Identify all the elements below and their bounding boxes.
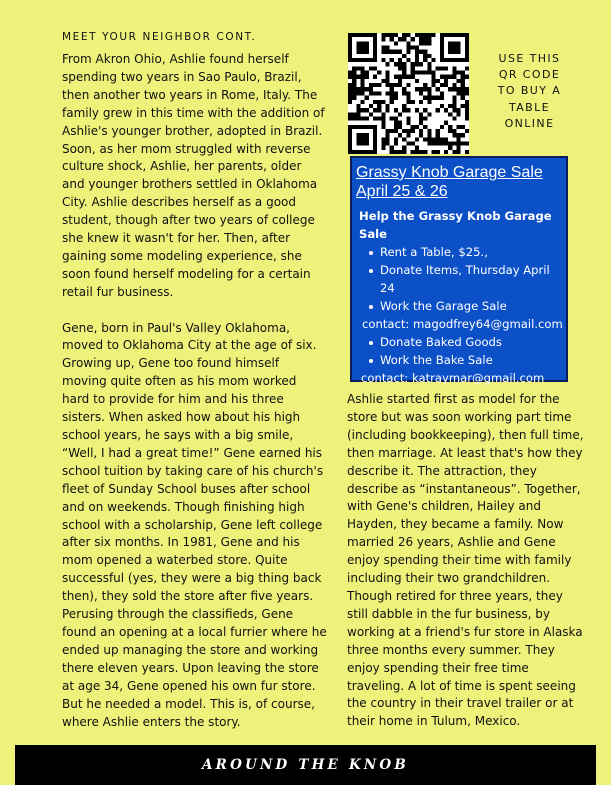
- paragraph-ashlie-background: From Akron Ohio, Ashlie found herself spending two years in Sao Paulo, Brazil, then another two years in Rome, Italy. The family grew in this time with the addition of Ashlie's younger brother, adopted in Brazil. Soon, as her mom struggled with reverse culture shock, Ashlie, her parents, older and younger brothers settled in Oklahoma City. Ashlie describes herself as a good student, though after two years of college she knew it wasn't for her. Then, after gaining some modeling experience, she soon found herself modeling for a certain retail fur business.: [62, 52, 325, 299]
- list-item: Work the Bake Sale: [380, 351, 566, 369]
- qr-caption-line: QR CODE: [498, 68, 561, 82]
- footer-title: AROUND THE KNOB: [201, 757, 409, 773]
- paragraph-ashlie-and-gene: Ashlie started first as model for the store but was soon working part time (including bookkeeping), then full time, then marriage. At least that's how they describe it. The attraction, they describe as “instantaneous”. Together, with Gene's children, Hailey and Hayden, they became a family. Now married 26 years, Ashlie and Gene enjoy spending their time with family including their two grandchildren.: [347, 392, 584, 586]
- paragraph-retirement: Though retired for three years, they still dabble in the fur business, by working at a friend's fur store in Alaska three months every summer. They enjoy spending their free time traveling. A lot of time is spent seeing the country in their travel trailer or at their home in Tulum, Mexico.: [347, 588, 583, 729]
- garage-sale-title[interactable]: [356, 164, 566, 201]
- list-item: Rent a Table, $25.,: [380, 243, 566, 261]
- section-heading: MEET YOUR NEIGHBOR CONT.: [62, 31, 257, 43]
- volunteer-list: [356, 243, 566, 315]
- garage-sale-title-line: Grassy Knob Garage Sale: [356, 164, 543, 181]
- qr-caption: [482, 51, 577, 132]
- footer-banner: [15, 745, 596, 785]
- qr-caption-line: USE THIS: [498, 52, 561, 65]
- qr-caption-line: TABLE: [508, 100, 550, 114]
- contact-email-garage[interactable]: contact: magodfrey64@gmail.com: [362, 317, 563, 331]
- qr-caption-line: TO BUY A: [497, 84, 562, 98]
- right-column: [347, 391, 587, 731]
- left-column: [62, 51, 327, 749]
- list-item: Work the Garage Sale: [380, 297, 566, 315]
- list-item: Donate Items, Thursday April 24: [380, 261, 566, 297]
- qr-code-icon[interactable]: [348, 33, 469, 154]
- list-item: Donate Baked Goods: [380, 333, 566, 351]
- paragraph-gene-background: Gene, born in Paul's Valley Oklahoma, moved to Oklahoma City at the age of six. Growing up, Gene too found himself moving quite often as his mom worked hard to provide for him and his three sisters. When asked how about his high school years, he says with a big smile, “Well, I had a great time!” Gene earned his school tuition by taking care of his church's fleet of Sunday School buses after school and on weekends. Though finishing high school with a scholarship, Gene left college after six months. In 1981, Gene and his mom opened a waterbed store. Quite successful (yes, they were a big thing back then), they sold the store after five years. Perusing through the classifieds, Gene found an opening at a local furrier where he ended up managing the store and working there eleven years. Upon leaving the store at age 34, Gene opened his own fur store. But he needed a model. This is, of course, where Ashlie enters the story.: [62, 320, 327, 729]
- qr-caption-line: ONLINE: [504, 116, 555, 130]
- garage-sale-subtitle: Help the Grassy Knob Garage Sale: [359, 209, 552, 241]
- bake-sale-list: [356, 333, 566, 369]
- contact-email-bake[interactable]: contact: katraymar@gmail.com: [361, 371, 545, 385]
- garage-sale-dates: April 25 & 26: [356, 182, 448, 200]
- garage-sale-box: [350, 156, 568, 385]
